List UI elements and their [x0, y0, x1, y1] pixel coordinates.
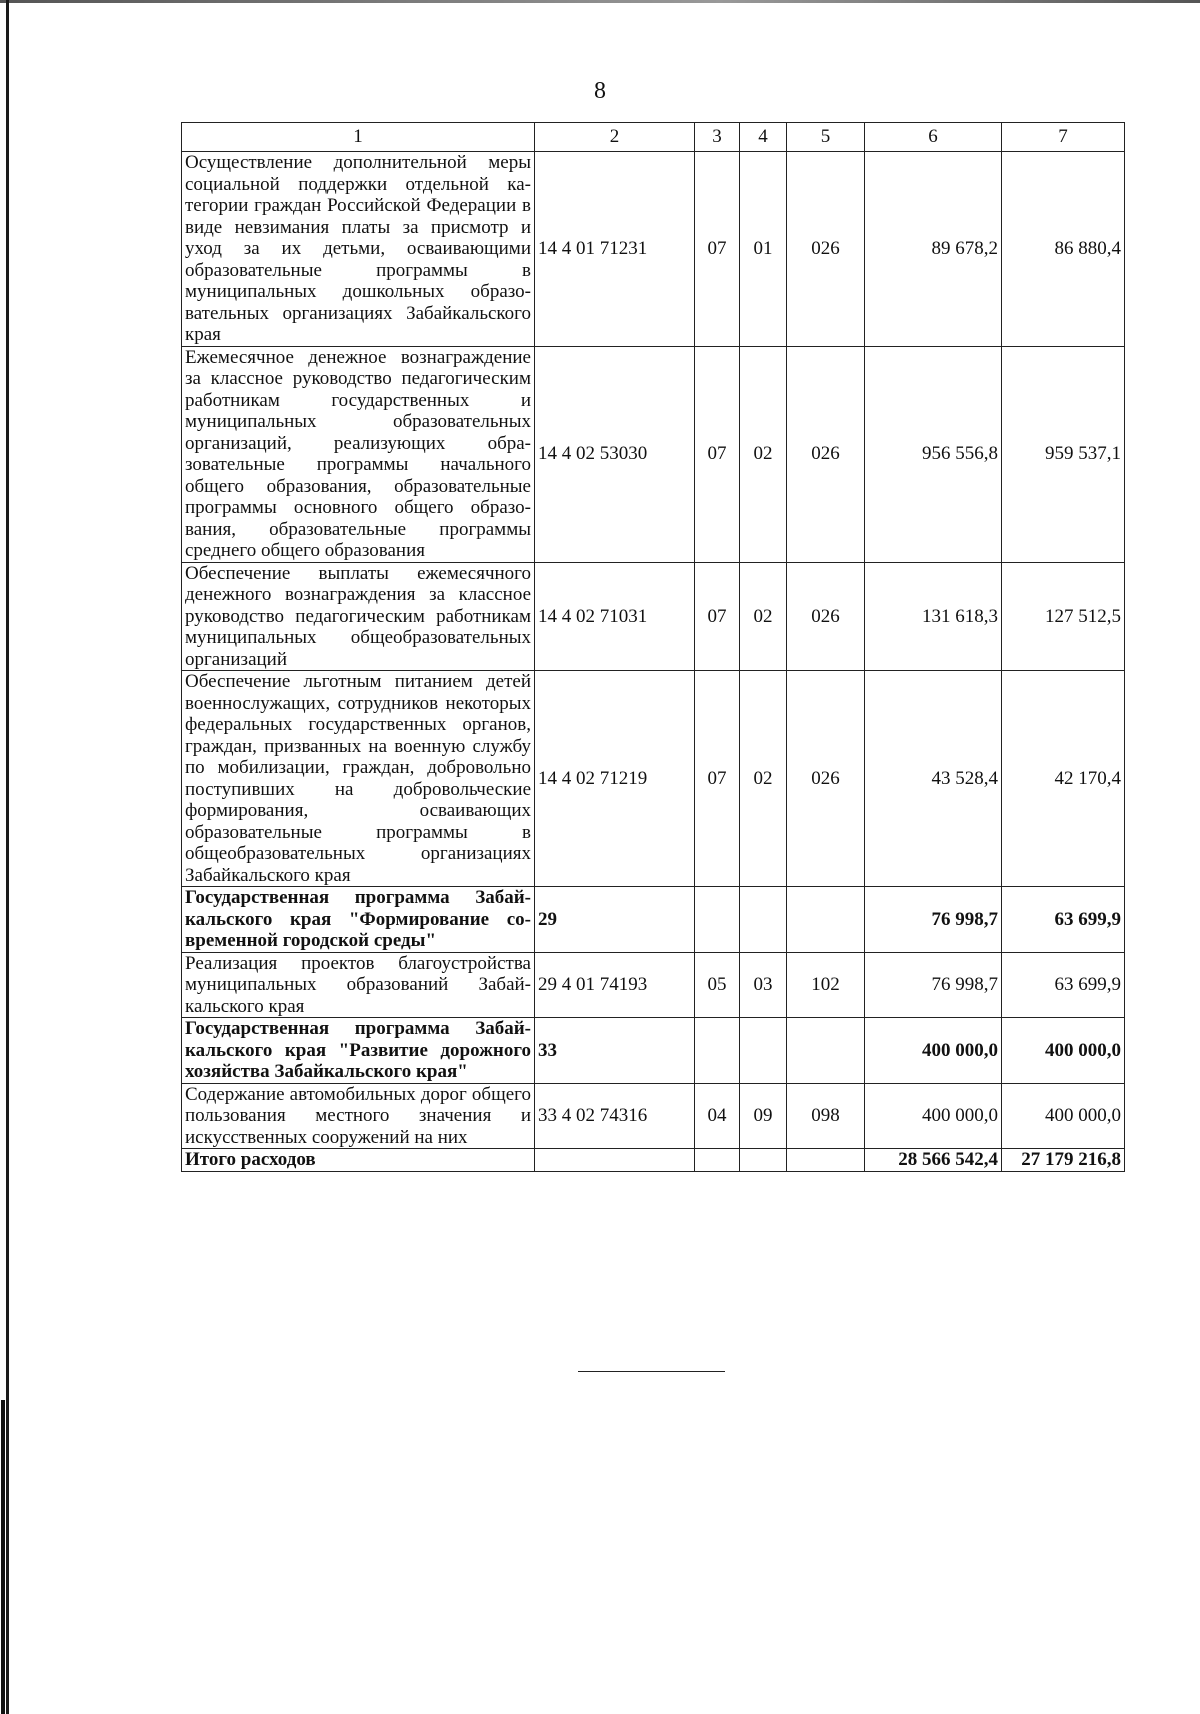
row-amount-col6: 89 678,2 — [865, 152, 1002, 347]
row-code — [535, 1149, 695, 1172]
column-header: 1 — [182, 123, 535, 152]
column-header: 3 — [695, 123, 740, 152]
row-amount-col7: 400 000,0 — [1002, 1018, 1125, 1084]
row-expense-type — [787, 1018, 865, 1084]
row-subsection: 02 — [740, 671, 787, 887]
column-header: 5 — [787, 123, 865, 152]
row-expense-type: 102 — [787, 952, 865, 1018]
total-label: Итого расходов — [182, 1149, 535, 1172]
row-amount-col7: 42 170,4 — [1002, 671, 1125, 887]
row-amount-col7: 127 512,5 — [1002, 562, 1125, 671]
row-amount-col6: 76 998,7 — [865, 887, 1002, 953]
row-description: Обеспечение выплаты ежемесячного денежного вознаграждения за классное руководство педагогическим работникам муниципальных общеобразовательных организаций — [182, 562, 535, 671]
row-code: 33 4 02 74316 — [535, 1083, 695, 1149]
table-row-total — [182, 1149, 1125, 1172]
table-row — [182, 1083, 1125, 1149]
end-of-document-line — [578, 1371, 725, 1372]
budget-table — [181, 122, 1125, 1172]
row-code: 14 4 01 71231 — [535, 152, 695, 347]
row-description: Осуществление дополнительной меры социальной поддержки отдельной категории граждан Российской Федерации в виде невзимания платы за присмотр и уход за их детьми, осваивающими образовательные программы в муниципальных дошкольных образовательных организациях Забайкальского края — [182, 152, 535, 347]
row-amount-col6: 400 000,0 — [865, 1083, 1002, 1149]
row-amount-col7: 63 699,9 — [1002, 952, 1125, 1018]
row-subsection: 03 — [740, 952, 787, 1018]
row-code: 14 4 02 71219 — [535, 671, 695, 887]
row-code: 29 — [535, 887, 695, 953]
scan-edge-left — [6, 0, 9, 1714]
row-amount-col6: 400 000,0 — [865, 1018, 1002, 1084]
row-amount-col7: 63 699,9 — [1002, 887, 1125, 953]
table-row-program — [182, 1018, 1125, 1084]
row-amount-col7: 400 000,0 — [1002, 1083, 1125, 1149]
row-code: 14 4 02 53030 — [535, 346, 695, 562]
row-section: 04 — [695, 1083, 740, 1149]
row-code: 14 4 02 71031 — [535, 562, 695, 671]
row-description: Государственная программа Забайкальского края "Формирование современной городской среды" — [182, 887, 535, 953]
row-section — [695, 1149, 740, 1172]
scan-edge-top — [0, 0, 1200, 3]
scan-edge-left-lower — [1, 1400, 5, 1714]
row-amount-col6: 43 528,4 — [865, 671, 1002, 887]
row-amount-col6: 956 556,8 — [865, 346, 1002, 562]
page-number: 8 — [594, 78, 606, 104]
row-section: 07 — [695, 562, 740, 671]
row-description: Ежемесячное денежное вознаграждение за классное руководство педагогическим работникам государственных и муниципальных образовательных организаций, реализующих образовательные программы начального общего образования, образовательные программы основного общего образования, образовательные программы среднего общего образования — [182, 346, 535, 562]
row-description: Содержание автомобильных дорог общего пользования местного значения и искусственных сооружений на них — [182, 1083, 535, 1149]
row-code: 33 — [535, 1018, 695, 1084]
row-subsection — [740, 887, 787, 953]
table-row — [182, 952, 1125, 1018]
row-description: Реализация проектов благоустройства муниципальных образований Забайкальского края — [182, 952, 535, 1018]
table-row — [182, 562, 1125, 671]
row-section — [695, 1018, 740, 1084]
column-header: 4 — [740, 123, 787, 152]
table-row-program — [182, 887, 1125, 953]
row-expense-type: 026 — [787, 152, 865, 347]
row-subsection: 02 — [740, 346, 787, 562]
row-section: 05 — [695, 952, 740, 1018]
table-row — [182, 671, 1125, 887]
row-expense-type: 026 — [787, 346, 865, 562]
row-code: 29 4 01 74193 — [535, 952, 695, 1018]
row-expense-type — [787, 1149, 865, 1172]
row-subsection — [740, 1018, 787, 1084]
row-expense-type: 026 — [787, 671, 865, 887]
column-header: 2 — [535, 123, 695, 152]
total-amount-col6: 28 566 542,4 — [865, 1149, 1002, 1172]
table-row — [182, 152, 1125, 347]
row-section: 07 — [695, 346, 740, 562]
row-subsection: 02 — [740, 562, 787, 671]
row-section: 07 — [695, 671, 740, 887]
column-header: 7 — [1002, 123, 1125, 152]
row-expense-type: 026 — [787, 562, 865, 671]
row-expense-type — [787, 887, 865, 953]
row-subsection: 09 — [740, 1083, 787, 1149]
total-amount-col7: 27 179 216,8 — [1002, 1149, 1125, 1172]
row-section — [695, 887, 740, 953]
row-amount-col7: 959 537,1 — [1002, 346, 1125, 562]
row-description: Обеспечение льготным питанием детей военнослужащих, сотрудников некоторых федеральных государственных органов, граждан, призванных на военную службу по мобилизации, граждан, добровольно поступивших на добровольческие формирования, осваивающих образовательные программы в общеобразовательных организациях Забайкальского края — [182, 671, 535, 887]
row-subsection: 01 — [740, 152, 787, 347]
row-section: 07 — [695, 152, 740, 347]
table-row — [182, 346, 1125, 562]
row-expense-type: 098 — [787, 1083, 865, 1149]
row-description: Государственная программа Забайкальского края "Развитие дорожного хозяйства Забайкальского края" — [182, 1018, 535, 1084]
table-header-row — [182, 123, 1125, 152]
row-subsection — [740, 1149, 787, 1172]
row-amount-col6: 131 618,3 — [865, 562, 1002, 671]
row-amount-col7: 86 880,4 — [1002, 152, 1125, 347]
column-header: 6 — [865, 123, 1002, 152]
row-amount-col6: 76 998,7 — [865, 952, 1002, 1018]
